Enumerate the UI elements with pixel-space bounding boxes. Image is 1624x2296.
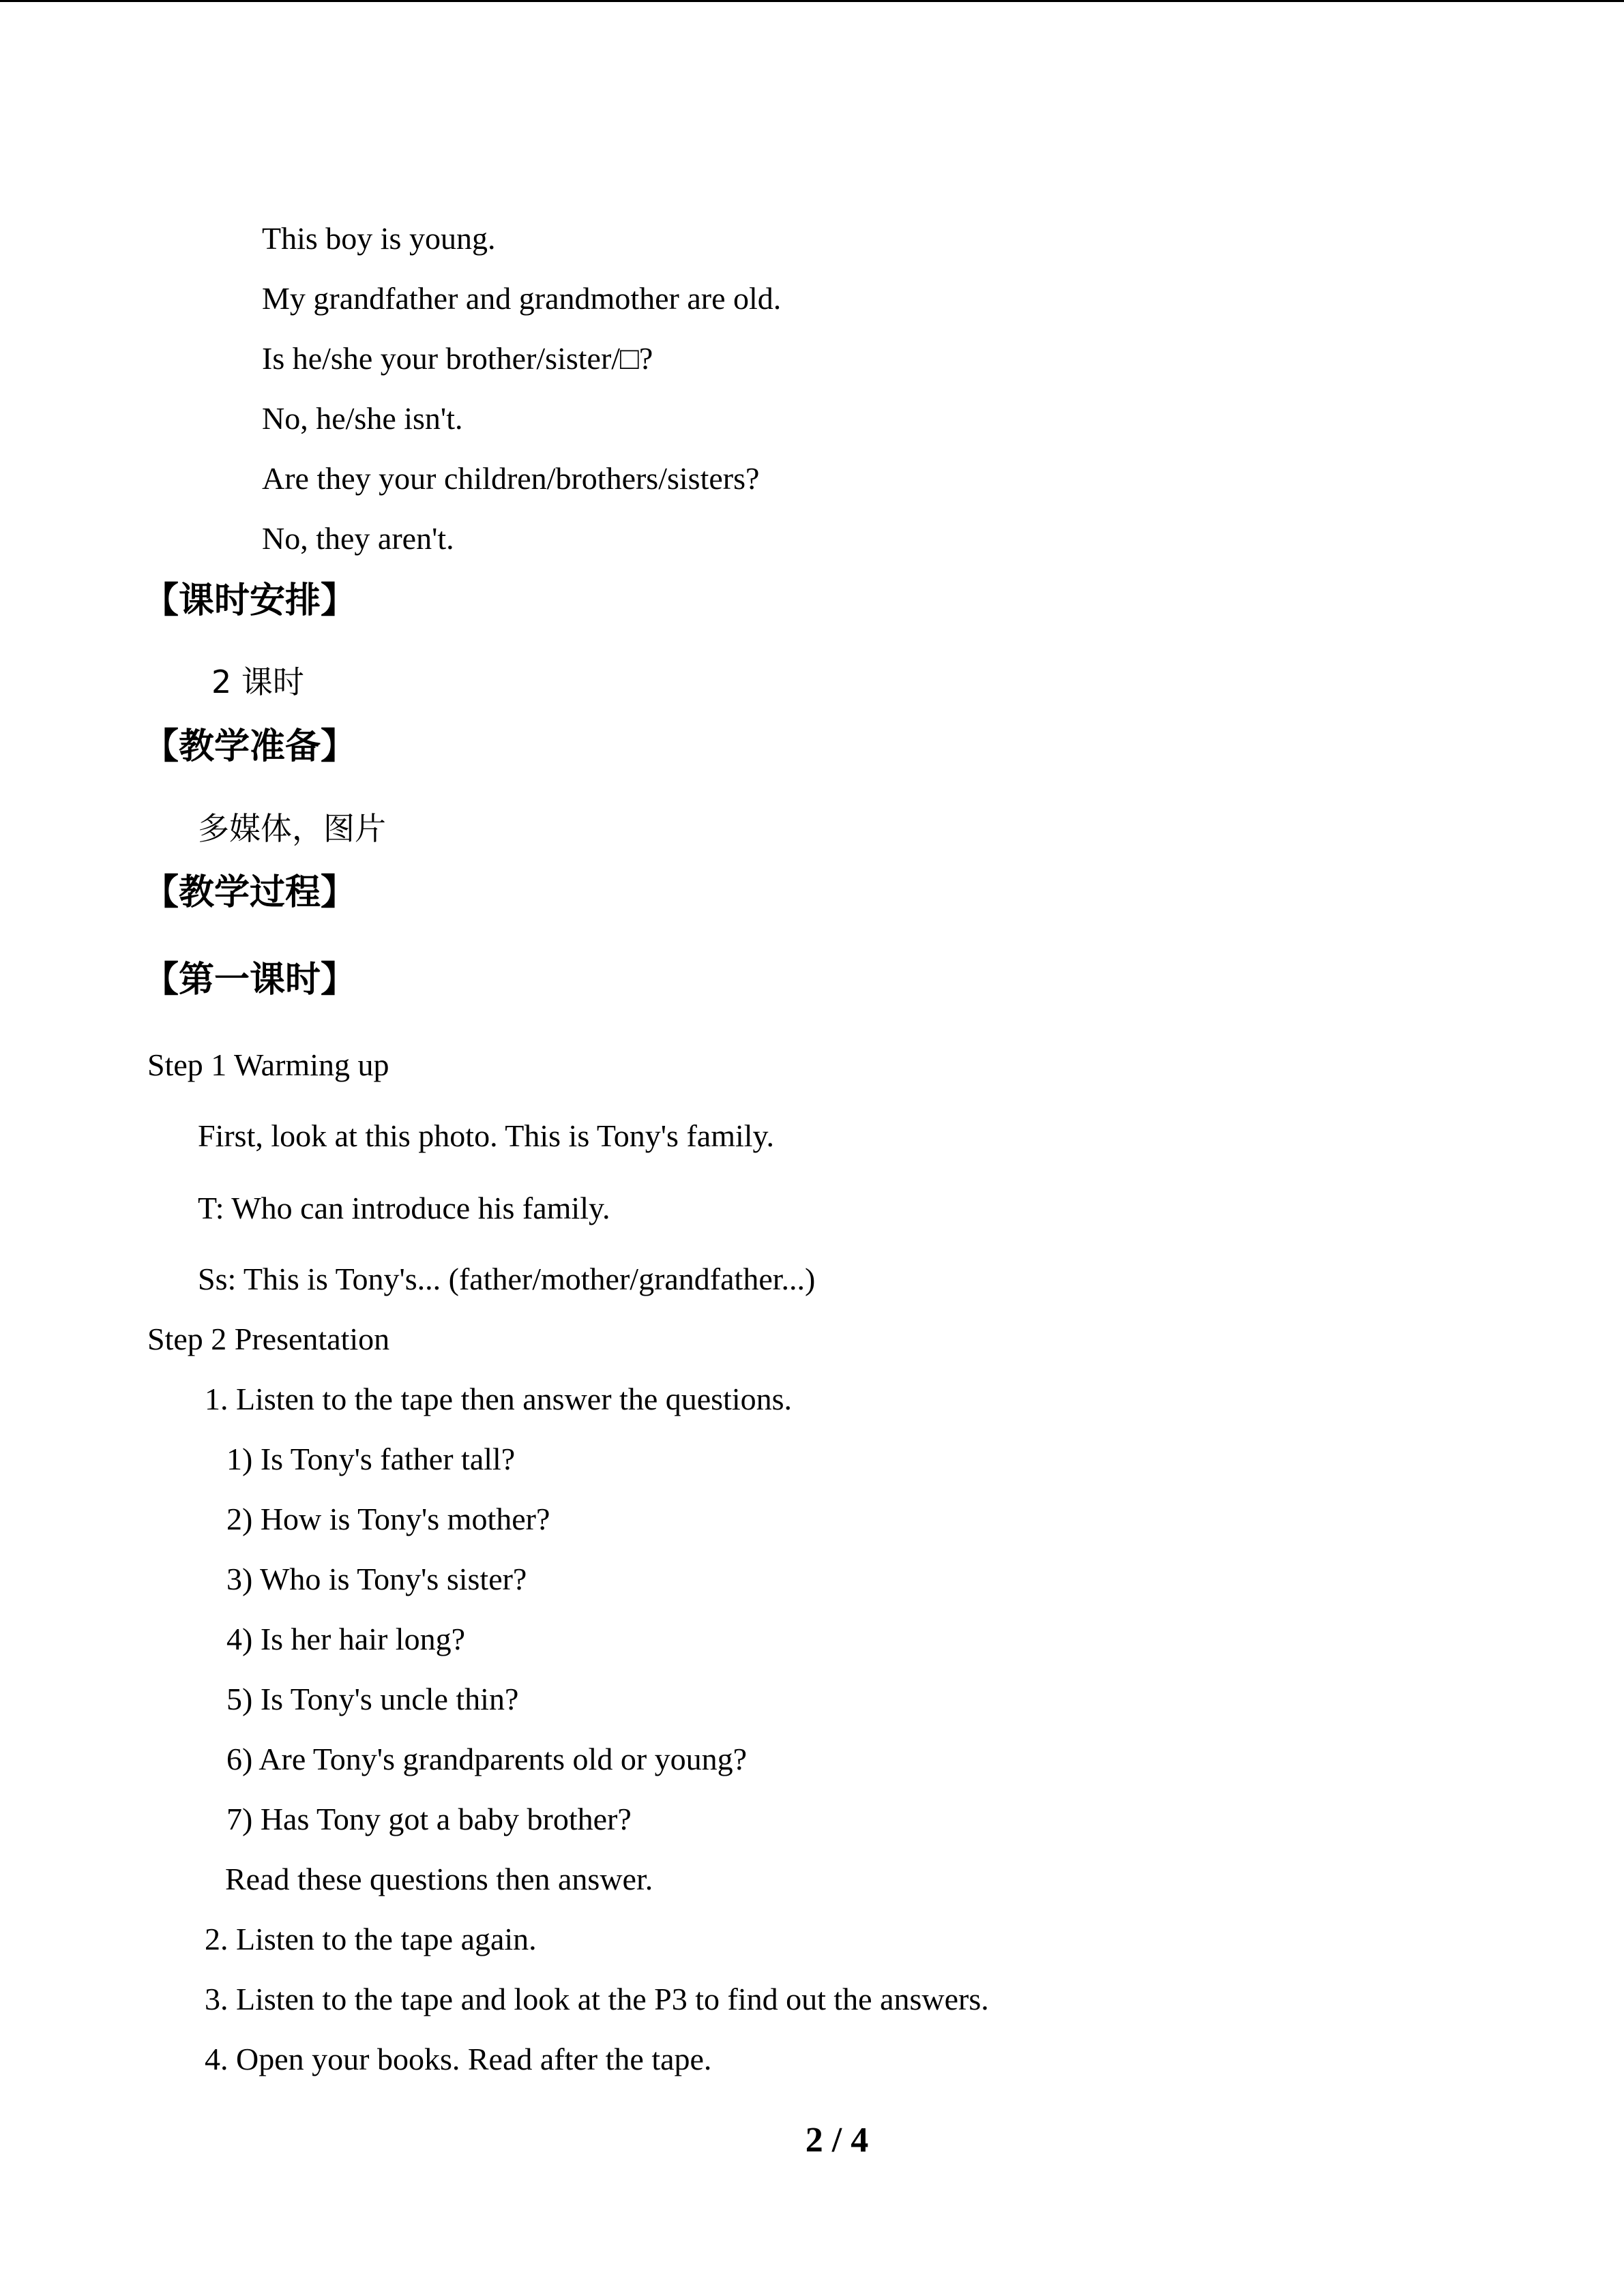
top-border — [0, 0, 1624, 2]
process-heading: 【教学过程】 — [143, 872, 357, 913]
question-item: 4) Is her hair long? — [226, 1622, 465, 1656]
schedule-text: 2 课时 — [211, 664, 304, 700]
sentence-line: No, he/she isn't. — [262, 401, 463, 436]
schedule-heading: 【课时安排】 — [143, 580, 357, 621]
preparation-heading: 【教学准备】 — [143, 726, 357, 767]
step2-instruction: Read these questions then answer. — [225, 1862, 653, 1896]
question-item: 5) Is Tony's uncle thin? — [226, 1682, 519, 1716]
step1-title: Step 1 Warming up — [147, 1047, 389, 1082]
sentence-line: Are they your children/brothers/sisters? — [262, 461, 760, 496]
step2-item-1: 1. Listen to the tape then answer the questions. — [205, 1382, 793, 1416]
question-item: 6) Are Tony's grandparents old or young? — [226, 1742, 748, 1776]
sentence-line: This boy is young. — [262, 221, 496, 256]
question-item: 7) Has Tony got a baby brother? — [226, 1802, 632, 1836]
question-item: 1) Is Tony's father tall? — [226, 1442, 516, 1476]
step2-item-3: 3. Listen to the tape and look at the P3 to find out the answers. — [205, 1982, 989, 2016]
sentence-line: My grandfather and grandmother are old. — [262, 281, 782, 316]
page-number: 2 / 4 — [805, 2121, 869, 2160]
question-item: 3) Who is Tony's sister? — [226, 1562, 527, 1596]
lesson1-heading: 【第一课时】 — [143, 959, 357, 1000]
step2-item-2: 2. Listen to the tape again. — [205, 1922, 537, 1956]
step2-item-4: 4. Open your books. Read after the tape. — [205, 2042, 712, 2076]
step1-line: Ss: This is Tony's... (father/mother/grandfather...) — [198, 1262, 816, 1296]
step2-title: Step 2 Presentation — [147, 1322, 390, 1356]
step1-line: T: Who can introduce his family. — [198, 1191, 610, 1225]
sentence-line: Is he/she your brother/sister/□? — [262, 341, 653, 376]
preparation-text: 多媒体，图片 — [198, 810, 386, 847]
step1-line: First, look at this photo. This is Tony's family. — [198, 1118, 775, 1153]
question-item: 2) How is Tony's mother? — [226, 1502, 550, 1536]
sentence-line: No, they aren't. — [262, 521, 454, 556]
